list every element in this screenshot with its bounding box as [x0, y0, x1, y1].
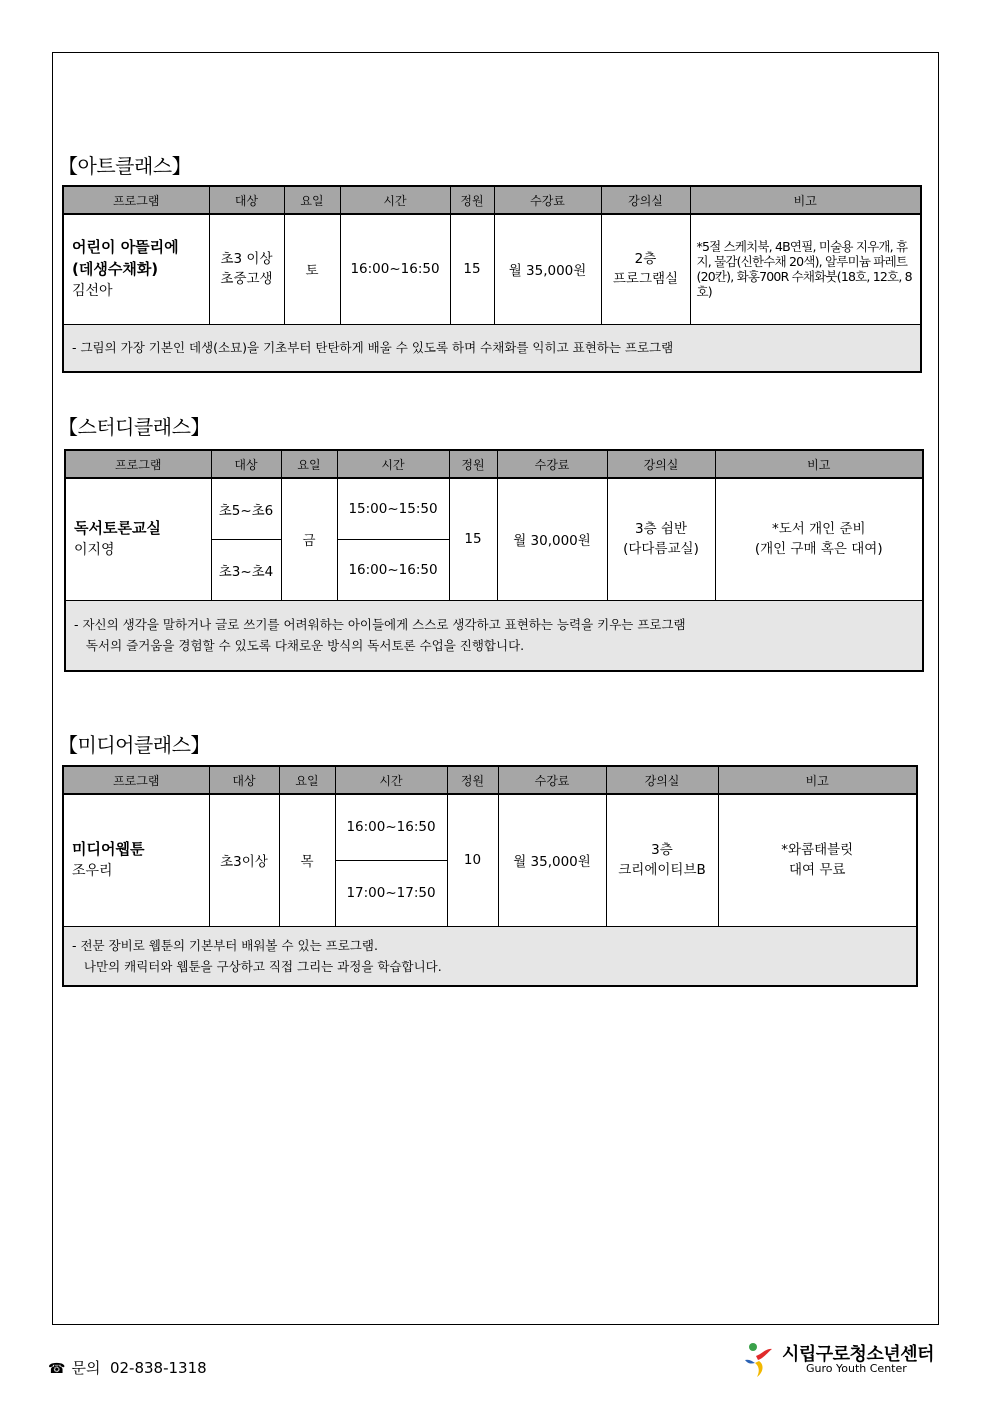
description-row	[65, 600, 923, 671]
col-target: 대상	[209, 766, 279, 794]
col-note: 비고	[718, 766, 917, 794]
table-header-row	[63, 186, 921, 214]
room-cell: 2층 프로그램실	[601, 214, 690, 324]
table-header-row	[63, 766, 917, 794]
description-row	[63, 926, 917, 986]
target-cell: 초3 이상 초중고생	[209, 214, 284, 324]
col-program: 프로그램	[63, 186, 209, 214]
time-cell: 16:00~16:50	[340, 214, 450, 324]
study-section-title: 【스터디클래스】	[58, 415, 210, 439]
col-room: 강의실	[606, 766, 718, 794]
org-name-korean: 시립구로청소년센터	[782, 1344, 934, 1365]
day-cell: 목	[279, 794, 335, 926]
day-cell: 토	[284, 214, 340, 324]
phone-icon: ☎	[48, 1361, 66, 1377]
note-cell: *와콤태블릿 대여 무료	[718, 794, 917, 926]
art-section-title: 【아트클래스】	[58, 154, 192, 178]
org-name-english: Guro Youth Center	[806, 1362, 907, 1375]
capacity-cell: 10	[447, 794, 498, 926]
col-capacity: 정원	[449, 450, 497, 478]
col-fee: 수강료	[498, 766, 606, 794]
col-room: 강의실	[601, 186, 690, 214]
room-cell: 3층 크리에이티브B	[606, 794, 718, 926]
org-logo-mark-icon	[742, 1340, 776, 1378]
col-day: 요일	[279, 766, 335, 794]
org-logo	[742, 1340, 942, 1380]
table-row	[63, 794, 917, 860]
col-target: 대상	[209, 186, 284, 214]
study-class-table	[64, 449, 924, 672]
target-cell-1: 초5~초6	[211, 478, 281, 539]
day-cell: 금	[281, 478, 337, 600]
col-program: 프로그램	[65, 450, 211, 478]
col-capacity: 정원	[450, 186, 494, 214]
col-day: 요일	[281, 450, 337, 478]
program-name: 독서토론교실	[74, 519, 161, 538]
contact-info	[48, 1357, 207, 1378]
art-class-table	[62, 185, 922, 373]
time-cell-2: 16:00~16:50	[337, 539, 449, 600]
capacity-cell: 15	[449, 478, 497, 600]
program-name: 어린이 아뜰리에 (데생수채화)	[72, 238, 179, 279]
description-text: - 그림의 가장 기본인 데생(소묘)을 기초부터 탄탄하게 배울 수 있도록 하며 수채화를 익히고 표현하는 프로그램	[63, 324, 921, 372]
description-text: - 자신의 생각을 말하거나 글로 쓰기를 어려워하는 아이들에게 스스로 생각하고 표현하는 능력을 키우는 프로그램 독서의 즐거움을 경험할 수 있도록 다채로운 방식의 독서토론 수업을 진행합니다.	[65, 600, 923, 671]
instructor-name: 조우리	[72, 863, 113, 880]
target-cell: 초3이상	[209, 794, 279, 926]
col-program: 프로그램	[63, 766, 209, 794]
contact-phone: 문의 02-838-1318	[71, 1359, 207, 1377]
fee-cell: 월 35,000원	[494, 214, 601, 324]
table-row	[65, 478, 923, 539]
col-fee: 수강료	[494, 186, 601, 214]
description-text: - 전문 장비로 웹툰의 기본부터 배워볼 수 있는 프로그램. 나만의 캐릭터와 웹툰을 구상하고 직접 그리는 과정을 학습합니다.	[63, 926, 917, 986]
instructor-name: 이지영	[74, 542, 115, 559]
description-row	[63, 324, 921, 372]
target-cell-2: 초3~초4	[211, 539, 281, 600]
col-fee: 수강료	[497, 450, 607, 478]
table-header-row	[65, 450, 923, 478]
col-day: 요일	[284, 186, 340, 214]
col-time: 시간	[340, 186, 450, 214]
note-cell: *5절 스케치북, 4B연필, 미술용 지우개, 휴지, 물감(신한수채 20색), 알루미늄 파레트(20칸), 화홍700R 수채화붓(18호, 12호, 8호)	[690, 214, 921, 324]
room-cell: 3층 쉼반 (다다름교실)	[607, 478, 715, 600]
col-target: 대상	[211, 450, 281, 478]
col-time: 시간	[335, 766, 447, 794]
col-room: 강의실	[607, 450, 715, 478]
fee-cell: 월 35,000원	[498, 794, 606, 926]
table-row	[63, 214, 921, 324]
media-section-title: 【미디어클래스】	[58, 733, 210, 757]
col-note: 비고	[715, 450, 923, 478]
col-capacity: 정원	[447, 766, 498, 794]
col-note: 비고	[690, 186, 921, 214]
media-class-table	[62, 765, 918, 987]
note-cell: *도서 개인 준비 (개인 구매 혹은 대여)	[715, 478, 923, 600]
time-cell-2: 17:00~17:50	[335, 860, 447, 926]
time-cell-1: 16:00~16:50	[335, 794, 447, 860]
capacity-cell: 15	[450, 214, 494, 324]
program-cell	[65, 478, 211, 600]
program-cell	[63, 214, 209, 324]
col-time: 시간	[337, 450, 449, 478]
program-cell	[63, 794, 209, 926]
fee-cell: 월 30,000원	[497, 478, 607, 600]
program-name: 미디어웹툰	[72, 840, 145, 859]
time-cell-1: 15:00~15:50	[337, 478, 449, 539]
instructor-name: 김선아	[72, 283, 113, 300]
